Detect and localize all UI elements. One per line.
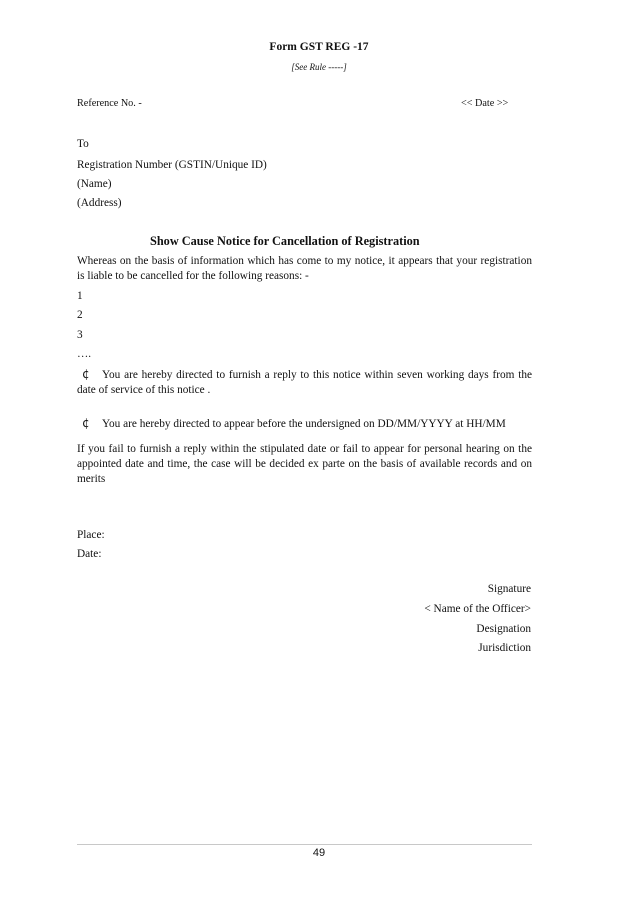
form-title: Form GST REG -17	[269, 41, 369, 53]
addressee-name: (Name)	[77, 178, 112, 190]
reason-item: ….	[77, 348, 92, 360]
addressee-registration-number: Registration Number (GSTIN/Unique ID)	[77, 159, 267, 171]
appear-direction-text: You are hereby directed to appear before the undersigned on DD/MM/YYYY at HH/MM	[102, 418, 506, 430]
reason-item: 1	[77, 290, 83, 302]
bullet-icon: ¢	[82, 367, 90, 381]
addressee-to: To	[77, 138, 89, 150]
reply-direction	[77, 367, 532, 398]
footer-divider	[77, 844, 532, 845]
addressee-address: (Address)	[77, 197, 122, 209]
place-label: Place:	[77, 529, 105, 541]
reason-item: 3	[77, 329, 83, 341]
designation: Designation	[476, 623, 531, 635]
reference-number-label: Reference No. -	[77, 98, 142, 109]
rule-reference: [See Rule -----]	[291, 62, 347, 72]
officer-name: < Name of the Officer>	[424, 603, 531, 615]
intro-paragraph: Whereas on the basis of information which has come to my notice, it appears that your registration is liable to be cancelled for the following reasons: -	[77, 255, 532, 282]
reply-direction-text: You are hereby directed to furnish a reply to this notice within seven working days from the date of service of this notice .	[77, 369, 532, 396]
notice-heading: Show Cause Notice for Cancellation of Registration	[150, 234, 420, 248]
signature-label: Signature	[487, 583, 531, 595]
failure-paragraph: If you fail to furnish a reply within the stipulated date or fail to appear for personal hearing on the appointed date and time, the case will be decided ex parte on the basis of available records and on merits	[77, 443, 532, 485]
bullet-icon: ¢	[82, 416, 90, 430]
jurisdiction: Jurisdiction	[478, 642, 531, 654]
date-placeholder: << Date >>	[461, 98, 509, 109]
appear-direction	[77, 416, 532, 432]
page-number: 49	[312, 847, 326, 859]
reason-item: 2	[77, 309, 83, 321]
date-label: Date:	[77, 548, 102, 560]
